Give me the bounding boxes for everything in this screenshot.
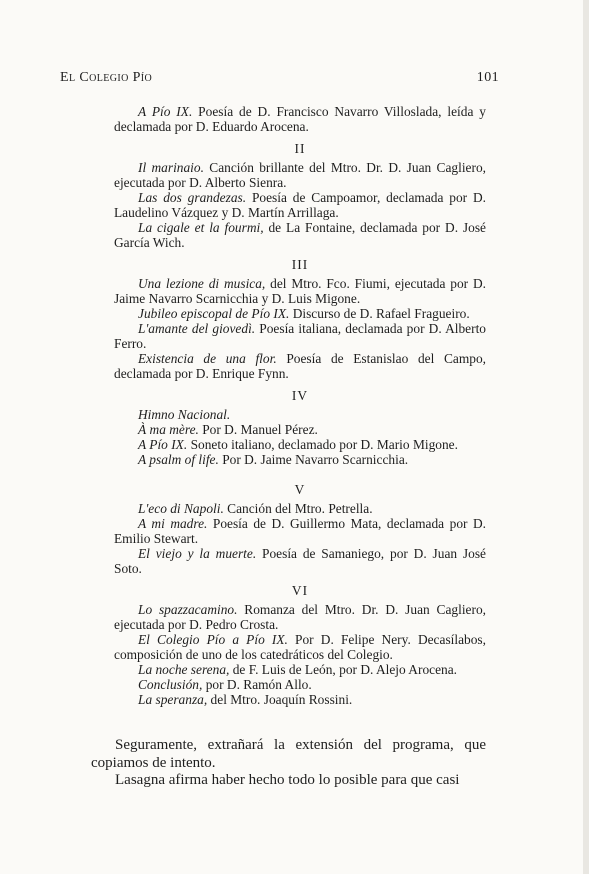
running-head <box>60 70 499 88</box>
program-entry <box>114 351 486 381</box>
entry-details: del Mtro. Joaquín Rossini. <box>207 692 353 707</box>
program-entry <box>114 662 486 677</box>
entry-title: Las dos grandezas. <box>138 190 247 205</box>
body-paragraph: Seguramente, extrañará la extensión del programa, que copiamos de intento. <box>91 737 486 771</box>
running-title: El Colegio Pío <box>60 70 153 85</box>
entry-details: Poesía italiana, declamada por D. Alberto Ferro. <box>114 321 486 351</box>
entry-details: Poesía de D. Francisco Navarro Villoslada, leída y declamada por D. Eduardo Arocena. <box>114 104 486 134</box>
program-entry <box>114 546 486 576</box>
entry-details: por D. Ramón Allo. <box>202 677 312 692</box>
entry-details: Por D. Jaime Navarro Scarnicchia. <box>218 452 409 467</box>
entry-title: La speranza, <box>138 692 208 707</box>
entry-title: À ma mère. <box>138 422 199 437</box>
program-entry <box>114 321 486 351</box>
entry-title: Himno Nacional. <box>138 407 231 422</box>
program-entry <box>114 407 486 422</box>
section-numeral: IV <box>291 388 309 403</box>
entry-details: Poesía de Samaniego, por D. Juan José Soto. <box>114 546 486 576</box>
page-number: 101 <box>476 70 499 85</box>
entry-details: Por D. Felipe Nery. Decasílabos, composición de uno de los catedráticos del Colegio. <box>114 632 486 662</box>
page-edge <box>583 0 589 874</box>
program-entry <box>114 602 486 632</box>
program-entry <box>114 501 486 516</box>
program-entry <box>114 190 486 220</box>
entry-details: Poesía de Campoamor, declamada por D. Laudelino Vázquez y D. Martín Arrillaga. <box>114 190 486 220</box>
entry-title: La noche serena, <box>138 662 230 677</box>
program-entry <box>114 677 486 692</box>
entry-title: A psalm of life. <box>138 452 219 467</box>
program-entry <box>114 437 486 452</box>
program-list <box>114 104 486 707</box>
entry-details: Canción brillante del Mtro. Dr. D. Juan Cagliero, ejecutada por D. Alberto Sienra. <box>114 160 486 190</box>
entry-title: A mi madre. <box>138 516 208 531</box>
section-numeral: VI <box>291 583 309 598</box>
entry-title: Conclusión, <box>138 677 203 692</box>
program-entry <box>114 160 486 190</box>
program-entry <box>114 422 486 437</box>
program-entry <box>114 104 486 134</box>
entry-title: El viejo y la muerte. <box>138 546 257 561</box>
entry-title: El Colegio Pío a Pío IX. <box>138 632 288 647</box>
program-entry <box>114 220 486 250</box>
entry-title: L'eco di Napoli. <box>138 501 224 516</box>
entry-title: Una lezione di musica, <box>138 276 266 291</box>
section-numeral: V <box>294 482 306 497</box>
entry-details: del Mtro. Fco. Fiumi, ejecutada por D. Jaime Navarro Scarnicchia y D. Luis Migone. <box>114 276 486 306</box>
program-entry <box>114 452 486 467</box>
entry-title: Jubileo episcopal de Pío IX. <box>138 306 290 321</box>
entry-title: A Pío IX. <box>138 437 188 452</box>
entry-title: Existencia de una flor. <box>138 351 277 366</box>
entry-title: L'amante del giovedì. <box>138 321 256 336</box>
program-entry <box>114 692 486 707</box>
entry-details: Soneto italiano, declamado por D. Mario Migone. <box>187 437 458 452</box>
entry-details: Romanza del Mtro. Dr. D. Juan Cagliero, ejecutada por D. Pedro Crosta. <box>114 602 486 632</box>
entry-title: La cigale et la fourmi, <box>138 220 264 235</box>
body-text <box>91 737 486 790</box>
entry-details: de F. Luis de León, por D. Alejo Arocena. <box>229 662 458 677</box>
entry-details: Por D. Manuel Pérez. <box>198 422 318 437</box>
entry-details: Poesía de D. Guillermo Mata, declamada por D. Emilio Stewart. <box>114 516 486 546</box>
entry-title: Il marinaio. <box>138 160 204 175</box>
entry-details: Discurso de D. Rafael Fragueiro. <box>289 306 470 321</box>
program-entry <box>114 306 486 321</box>
entry-title: Lo spazzacamino. <box>138 602 238 617</box>
section-numeral: II <box>294 141 306 156</box>
body-paragraph: Lasagna afirma haber hecho todo lo posible para que casi <box>115 772 460 789</box>
entry-title: A Pío IX. <box>138 104 193 119</box>
section-numeral: III <box>291 257 309 272</box>
entry-details: de La Fontaine, declamada por D. José García Wich. <box>114 220 486 250</box>
entry-details: Poesía de Estanislao del Campo, declamada por D. Enrique Fynn. <box>114 351 486 381</box>
entry-details: Canción del Mtro. Petrella. <box>223 501 373 516</box>
program-entry <box>114 516 486 546</box>
program-entry <box>114 276 486 306</box>
program-entry <box>114 632 486 662</box>
